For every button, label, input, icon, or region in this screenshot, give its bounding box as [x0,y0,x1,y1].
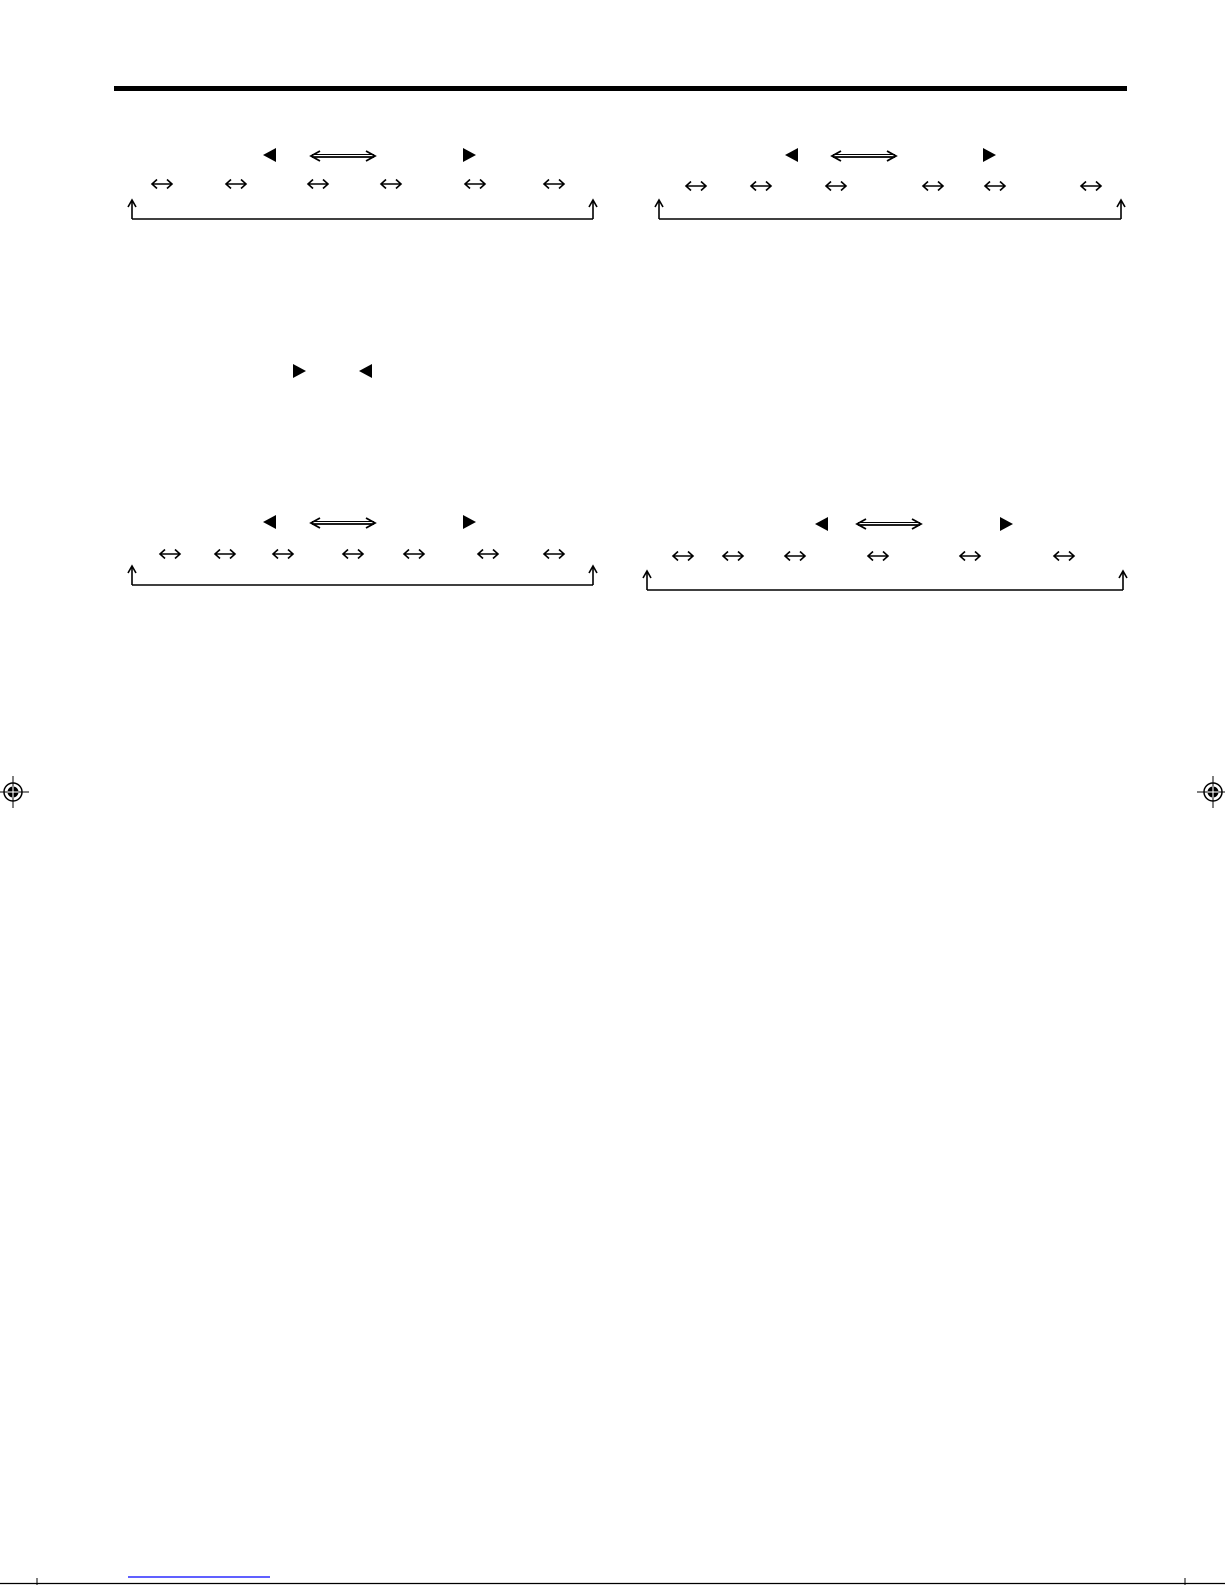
right-triangle-icon [293,364,306,378]
short-double-arrow-icon [723,552,743,561]
right-triangle-icon [463,515,476,529]
short-double-arrow-icon [985,182,1005,191]
long-double-arrow-icon [311,518,375,528]
short-double-arrow-icon [343,550,363,559]
up-arrow-icon [655,200,663,219]
crosshair-target-icon [0,776,29,808]
cycle-diagram-top-right [655,148,1125,219]
right-triangle-icon [463,148,476,162]
short-double-arrow-icon [308,180,328,189]
up-arrow-icon [589,566,597,585]
short-double-arrow-icon [1081,182,1101,191]
up-arrow-icon [589,200,597,219]
long-double-arrow-icon [857,519,921,529]
short-double-arrow-icon [152,180,172,189]
short-double-arrow-icon [478,550,498,559]
short-double-arrow-icon [923,182,943,191]
left-triangle-icon [263,148,276,162]
right-triangle-icon [983,148,996,162]
short-double-arrow-icon [273,550,293,559]
long-double-arrow-icon [832,151,896,161]
short-double-arrow-icon [785,552,805,561]
short-double-arrow-icon [1054,552,1074,561]
up-arrow-icon [1119,571,1127,590]
up-arrow-icon [128,566,136,585]
short-double-arrow-icon [215,550,235,559]
short-double-arrow-icon [673,552,693,561]
cycle-diagram-top-left [128,148,597,219]
crosshair-target-icon [1197,776,1225,808]
short-double-arrow-icon [868,552,888,561]
left-triangle-icon [359,364,372,378]
cycle-diagram-bottom-right [643,517,1127,590]
short-double-arrow-icon [826,182,846,191]
right-triangle-icon [1000,517,1013,531]
up-arrow-icon [1117,200,1125,219]
short-double-arrow-icon [686,182,706,191]
left-triangle-icon [785,148,798,162]
cycle-diagram-bottom-left [128,515,597,585]
short-double-arrow-icon [381,180,401,189]
short-double-arrow-icon [160,550,180,559]
short-double-arrow-icon [404,550,424,559]
up-arrow-icon [643,571,651,590]
up-arrow-icon [128,200,136,219]
inline-triangle-pair [293,364,372,378]
short-double-arrow-icon [544,550,564,559]
short-double-arrow-icon [751,182,771,191]
short-double-arrow-icon [960,552,980,561]
short-double-arrow-icon [465,180,485,189]
short-double-arrow-icon [226,180,246,189]
left-triangle-icon [263,515,276,529]
short-double-arrow-icon [544,180,564,189]
header-rule [114,86,1127,91]
left-triangle-icon [815,517,828,531]
long-double-arrow-icon [311,151,375,161]
